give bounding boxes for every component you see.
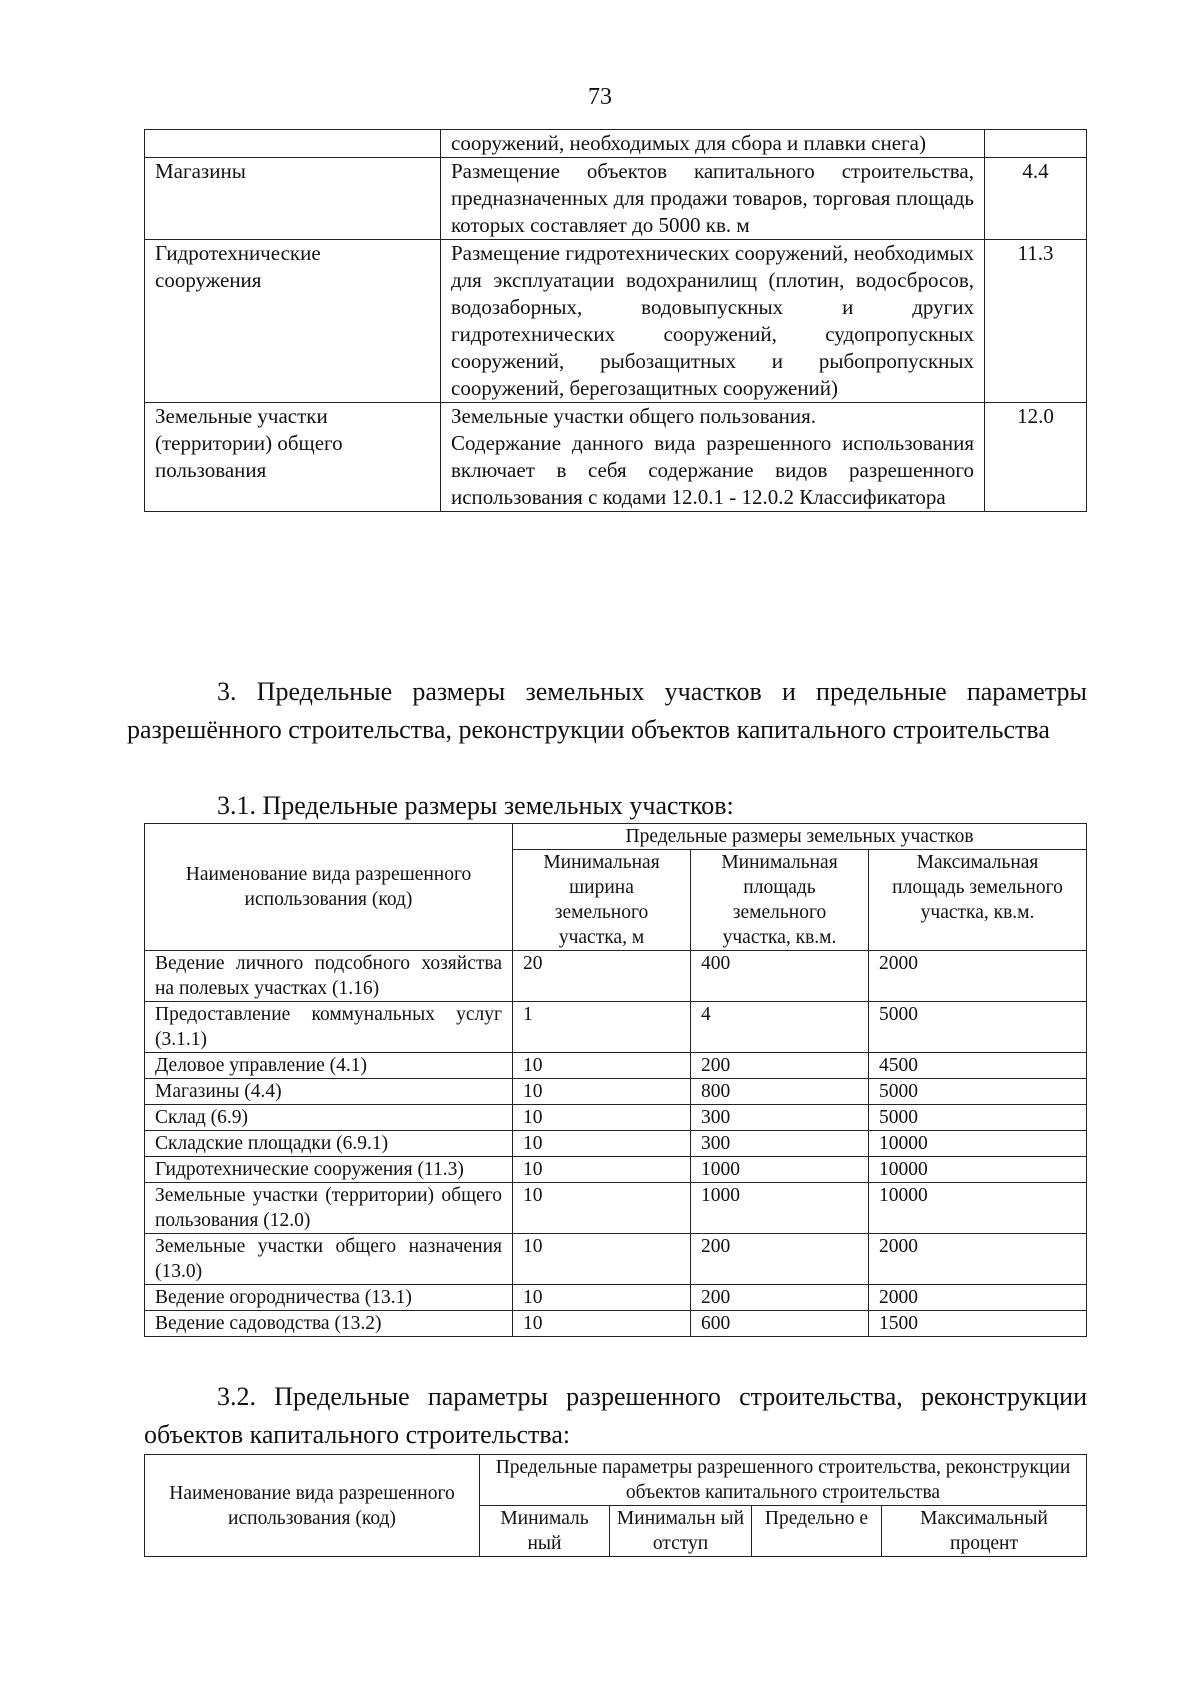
use-code-cell — [985, 130, 1087, 158]
use-name-cell: Склад (6.9) — [145, 1105, 513, 1131]
max-area-cell: 2000 — [869, 1285, 1087, 1311]
max-area-cell: 10000 — [869, 1157, 1087, 1183]
min-width-cell: 10 — [513, 1311, 691, 1337]
max-area-cell: 5000 — [869, 1002, 1087, 1053]
header-max-area: Максимальная площадь земельного участка, кв.м. — [869, 850, 1087, 951]
use-name-cell: Магазины (4.4) — [145, 1079, 513, 1105]
min-width-cell: 10 — [513, 1285, 691, 1311]
header-group: Предельные размеры земельных участков — [513, 824, 1087, 850]
table-row — [145, 240, 1087, 403]
header-group: Предельные параметры разрешенного строительства, реконструкции объектов капитального строительства — [480, 1455, 1087, 1506]
table-header-row — [145, 1455, 1087, 1506]
header-col: Минималь ный — [480, 1506, 610, 1557]
table-row — [145, 130, 1087, 158]
min-area-cell: 200 — [691, 1053, 869, 1079]
use-name-cell: Земельные участки (территории) общего пользования — [145, 403, 441, 512]
max-area-cell: 5000 — [869, 1105, 1087, 1131]
min-area-cell: 4 — [691, 1002, 869, 1053]
table-header-row — [145, 824, 1087, 850]
use-name-cell: Земельные участки (территории) общего пользования (12.0) — [145, 1183, 513, 1234]
min-area-cell: 200 — [691, 1285, 869, 1311]
min-area-cell: 600 — [691, 1311, 869, 1337]
header-min-width: Минимальная ширина земельного участка, м — [513, 850, 691, 951]
table-row — [145, 1002, 1087, 1053]
description-line: Содержание данного вида разрешенного использования включает в себя содержание видов разрешенного использования с кодами 12.0.1 - 12.0.2 Классификатора — [451, 431, 974, 509]
min-width-cell: 20 — [513, 951, 691, 1002]
min-width-cell: 10 — [513, 1079, 691, 1105]
use-name-cell: Ведение огородничества (13.1) — [145, 1285, 513, 1311]
max-area-cell: 10000 — [869, 1131, 1087, 1157]
use-name-cell: Деловое управление (4.1) — [145, 1053, 513, 1079]
header-min-area: Минимальная площадь земельного участка, кв.м. — [691, 850, 869, 951]
table-row — [145, 1053, 1087, 1079]
min-width-cell: 10 — [513, 1183, 691, 1234]
header-use-name: Наименование вида разрешенного использования (код) — [145, 824, 513, 951]
table-row — [145, 1234, 1087, 1285]
section-3-heading: 3. Предельные размеры земельных участков и предельные параметры разрешённого строительства, реконструкции объектов капитального строительства — [127, 677, 1087, 744]
min-area-cell: 1000 — [691, 1183, 869, 1234]
header-col: Максимальный процент — [882, 1506, 1087, 1557]
table-row — [145, 1157, 1087, 1183]
max-area-cell: 10000 — [869, 1183, 1087, 1234]
use-name-cell: Земельные участки общего назначения (13.0) — [145, 1234, 513, 1285]
max-area-cell: 4500 — [869, 1053, 1087, 1079]
use-code-cell: 11.3 — [985, 240, 1087, 403]
use-description-cell: Размещение гидротехнических сооружений, необходимых для эксплуатации водохранилищ (плотин, водосбросов, водозаборных, водовыпускных и других гидротехнических сооружений, судопропускных сооружений, рыбозащитных и рыбопропускных сооружений, берегозащитных сооружений) — [441, 240, 985, 403]
min-width-cell: 1 — [513, 1002, 691, 1053]
use-code-cell: 4.4 — [985, 158, 1087, 240]
use-name-cell: Складские площадки (6.9.1) — [145, 1131, 513, 1157]
use-name-cell: Ведение личного подсобного хозяйства на полевых участках (1.16) — [145, 951, 513, 1002]
table-row — [145, 1105, 1087, 1131]
use-name-cell: Магазины — [145, 158, 441, 240]
use-description-cell: Размещение объектов капитального строительства, предназначенных для продажи товаров, торговая площадь которых составляет до 5000 кв. м — [441, 158, 985, 240]
use-code-cell: 12.0 — [985, 403, 1087, 512]
use-name-cell: Ведение садоводства (13.2) — [145, 1311, 513, 1337]
table-row — [145, 1131, 1087, 1157]
table-row — [145, 951, 1087, 1002]
table-row — [145, 1079, 1087, 1105]
min-width-cell: 10 — [513, 1105, 691, 1131]
construction-parameters-table — [144, 1454, 1087, 1557]
table-row — [145, 1285, 1087, 1311]
min-area-cell: 300 — [691, 1105, 869, 1131]
min-width-cell: 10 — [513, 1053, 691, 1079]
min-area-cell: 400 — [691, 951, 869, 1002]
use-name-cell: Предоставление коммунальных услуг (3.1.1) — [145, 1002, 513, 1053]
header-use-name: Наименование вида разрешенного использования (код) — [145, 1455, 480, 1557]
land-plot-size-table — [144, 823, 1087, 1337]
description-line: Земельные участки общего пользования. — [451, 404, 817, 428]
table-row — [145, 403, 1087, 512]
use-name-cell: Гидротехнические сооружения (11.3) — [145, 1157, 513, 1183]
max-area-cell: 1500 — [869, 1311, 1087, 1337]
min-area-cell: 200 — [691, 1234, 869, 1285]
min-width-cell: 10 — [513, 1234, 691, 1285]
min-width-cell: 10 — [513, 1131, 691, 1157]
max-area-cell: 2000 — [869, 951, 1087, 1002]
use-name-cell: Гидротехнические сооружения — [145, 240, 441, 403]
use-description-cell — [441, 403, 985, 512]
table-row — [145, 1183, 1087, 1234]
header-col: Предельно е — [752, 1506, 882, 1557]
use-description-cell: сооружений, необходимых для сбора и плавки снега) — [441, 130, 985, 158]
max-area-cell: 5000 — [869, 1079, 1087, 1105]
max-area-cell: 2000 — [869, 1234, 1087, 1285]
section-3-2-heading: 3.2. Предельные параметры разрешенного строительства, реконструкции объектов капитального строительства: — [144, 1382, 1087, 1449]
table-row — [145, 1311, 1087, 1337]
min-area-cell: 800 — [691, 1079, 869, 1105]
min-area-cell: 1000 — [691, 1157, 869, 1183]
use-name-cell — [145, 130, 441, 158]
page-number: 73 — [588, 84, 612, 110]
section-3-1-heading: 3.1. Предельные размеры земельных участков: — [217, 791, 734, 820]
min-area-cell: 300 — [691, 1131, 869, 1157]
header-col: Минимальн ый отступ — [610, 1506, 752, 1557]
min-width-cell: 10 — [513, 1157, 691, 1183]
table-row — [145, 158, 1087, 240]
permitted-use-table-continuation — [144, 129, 1087, 512]
